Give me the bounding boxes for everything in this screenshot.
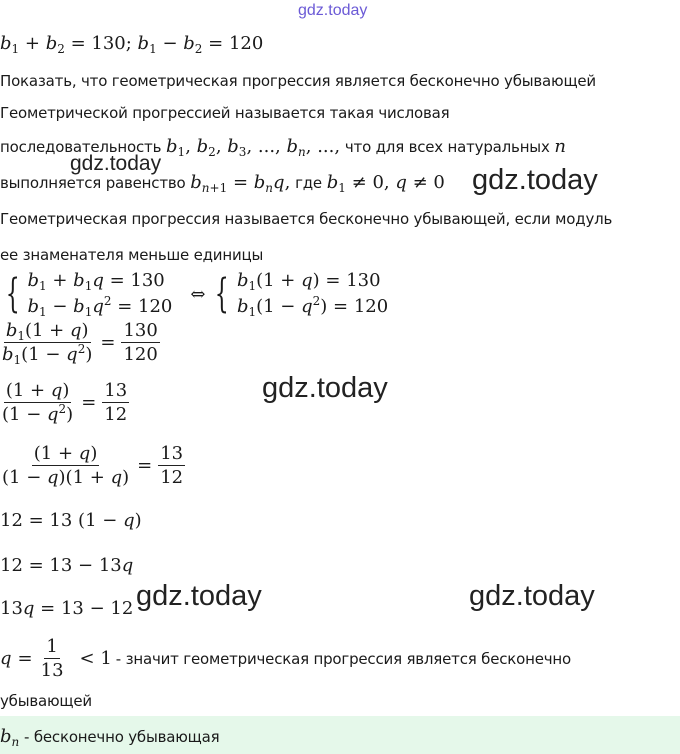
step-2: $\frac{(1 + q)}{(1 - q^2)}$ = $\frac{13}{12}$: [2, 380, 128, 425]
definition-line-2: последовательность $b_1$, $b_2$, $b_3$, ..., $b_n$, ..., что для всех натуральных n: [0, 136, 567, 159]
step-2-rhs-num: 13: [104, 380, 128, 401]
watermark-2: gdz.today: [472, 164, 598, 196]
watermark-top: gdz.today: [298, 2, 368, 19]
task-text: Показать, что геометрическая прогрессия является бесконечно убывающей: [0, 72, 596, 90]
step-3-rhs-num: 13: [160, 443, 184, 464]
condition-line: $b_1 + b_2 = 130$; $b_1 - b_2 = 120$: [0, 33, 264, 56]
result-den: 13: [40, 660, 64, 681]
result-num: 1: [46, 636, 58, 657]
watermark-3: gdz.today: [262, 372, 388, 404]
step-4: 12 = 13 (1 − q): [0, 510, 142, 531]
step-3: $\frac{(1 + q)}{(1 - q)(1 + q)}$ = $\frac{13}{12}$: [2, 443, 184, 488]
result-text: - значит геометрическая прогрессия является бесконечно: [115, 649, 571, 668]
watermark-1: gdz.today: [70, 152, 162, 175]
definition-line-1: Геометрической прогрессией называется такая числовая: [0, 104, 450, 122]
definition-line-3-mid: где: [295, 174, 322, 192]
definition-line-2-end: что для всех натуральных: [344, 138, 550, 156]
result-text-2: убывающей: [0, 692, 92, 710]
watermark-4: gdz.today: [136, 580, 262, 612]
watermark-5: gdz.today: [469, 580, 595, 612]
definition-line-2-start: последовательность: [0, 138, 162, 156]
definition-line-3: выполняется равенство $b_{n+1} = b_nq$, где $b_1 \ne 0$, q ≠ 0: [0, 172, 445, 195]
step-5: 12 = 13 − 13q: [0, 555, 134, 576]
answer-line: $b_n$ - бесконечно убывающая: [0, 726, 220, 749]
step-1-rhs-num: 130: [123, 320, 158, 341]
step-6: 13q = 13 − 12: [0, 598, 134, 619]
answer-text: - бесконечно убывающая: [24, 728, 220, 746]
result-line: q = $\frac{1}{13}$ < 1 - значит геометрическая прогрессия является бесконечно: [0, 636, 571, 681]
result-lt: < 1: [79, 648, 112, 669]
definition-line-4: Геометрическая прогрессия называется бесконечно убывающей, если модуль: [0, 210, 613, 228]
step-1: $\frac{b_1(1 + q)}{b_1(1 - q^2)}$ = $\frac{130}{120}$: [2, 320, 158, 367]
step-3-rhs-den: 12: [160, 467, 184, 488]
system-of-equations: { $b_1 + b_1q = 130$ $b_1 - b_1q^2 = 120$ ⇔ { $b_1(1 + q) = 130$ $b_1(1 - q^2) = 120$: [5, 270, 389, 319]
definition-line-3-start: выполняется равенство: [0, 174, 186, 192]
step-1-rhs-den: 120: [123, 344, 158, 365]
definition-line-5: ее знаменателя меньше единицы: [0, 246, 264, 264]
step-2-rhs-den: 12: [104, 404, 128, 425]
